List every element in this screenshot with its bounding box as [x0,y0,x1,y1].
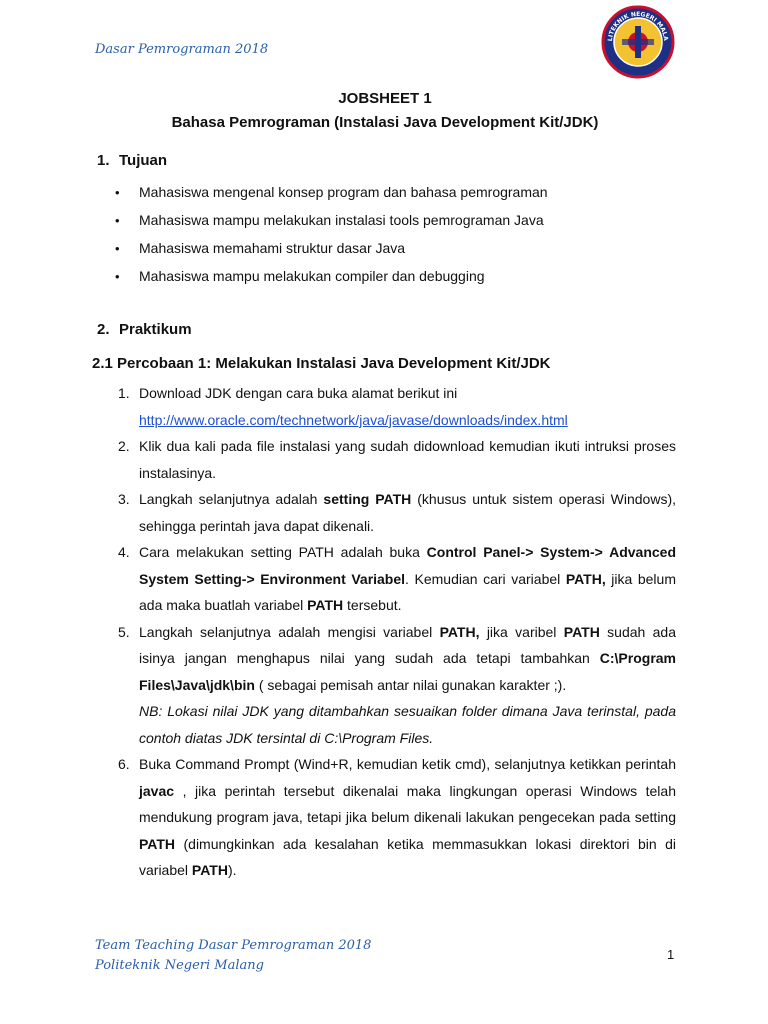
footer-line-1: Team Teaching Dasar Pemrograman 2018 [95,938,372,953]
page-number: 1 [667,947,675,962]
sub-section-heading: 2.1 Percobaan 1: Melakukan Instalasi Java Development Kit/JDK [92,355,551,372]
list-item: • Mahasiswa mengenal konsep program dan bahasa pemrograman [115,184,548,200]
footer-line-2: Politeknik Negeri Malang [95,958,264,973]
polinema-logo [600,4,676,80]
list-item: • Mahasiswa mampu melakukan compiler dan debugging [115,268,485,284]
list-item: 2. Klik dua kali pada file instalasi yang sudah didownload kemudian ikuti intruksi proses instalasinya. [118,438,676,481]
document-title: JOBSHEET 1 [338,90,432,107]
list-item: 5. Langkah selanjutnya adalah mengisi variabel PATH, jika varibel PATH sudah ada isinya jangan menghapus nilai yang sudah ada tetapi tambahkan C:\Program Files\Java\jdk\bin ( sebagai pemisah antar nilai gunakan karakter ;). NB: Lokasi nilai JDK yang ditambahkan sesuaikan folder dimana Java terinstal, pada contoh diatas JDK tersintal di C:\Program Files. [118,623,676,746]
list-item: • Mahasiswa mampu melakukan instalasi tools pemrograman Java [115,212,544,228]
section-2-heading: 2. Praktikum [97,321,192,338]
objectives-list [115,181,548,293]
list-item: • Mahasiswa memahami struktur dasar Java [115,240,406,256]
svg-text:POLITEKNIK NEGERI MALANG: LITEKNIK NEGERI MALA [606,10,670,42]
jdk-download-link[interactable]: http://www.oracle.com/technetwork/java/javase/downloads/index.html [139,411,568,428]
list-item: 3. Langkah selanjutnya adalah setting PATH (khusus untuk sistem operasi Windows), sehingga perintah java dapat dikenali. [118,491,676,534]
section-1-heading: 1. Tujuan [97,152,168,169]
header-title: Dasar Pemrograman 2018 [95,42,269,57]
list-item: 4. Cara melakukan setting PATH adalah buka Control Panel-> System-> Advanced System Setting-> Environment Variabel. Kemudian cari variabel PATH, jika belum ada maka buatlah variabel PATH tersebut. [118,544,676,613]
document-subtitle: Bahasa Pemrograman (Instalasi Java Development Kit/JDK) [171,114,599,131]
list-item: 6. Buka Command Prompt (Wind+R, kemudian ketik cmd), selanjutnya ketikkan perintah javac , jika perintah tersebut dikenalai maka lingkungan operasi Windows telah mendukung program java, tetapi jika belum dikenali lakukan pengecekan pada setting PATH (dimungkinkan ada kesalahan ketika memmasukkan lokasi direktori bin di variabel PATH). [118,756,676,878]
list-item: 1. Download JDK dengan cara buka alamat berikut ini http://www.oracle.com/technetwork/java/javase/downloads/index.html [118,385,568,428]
footer [95,936,371,976]
steps-list [118,380,676,884]
note-text: NB: Lokasi nilai JDK yang ditambahkan sesuaikan folder dimana Java terinstal, pada contoh diatas JDK tersintal di C:\Program Files. [139,703,676,746]
